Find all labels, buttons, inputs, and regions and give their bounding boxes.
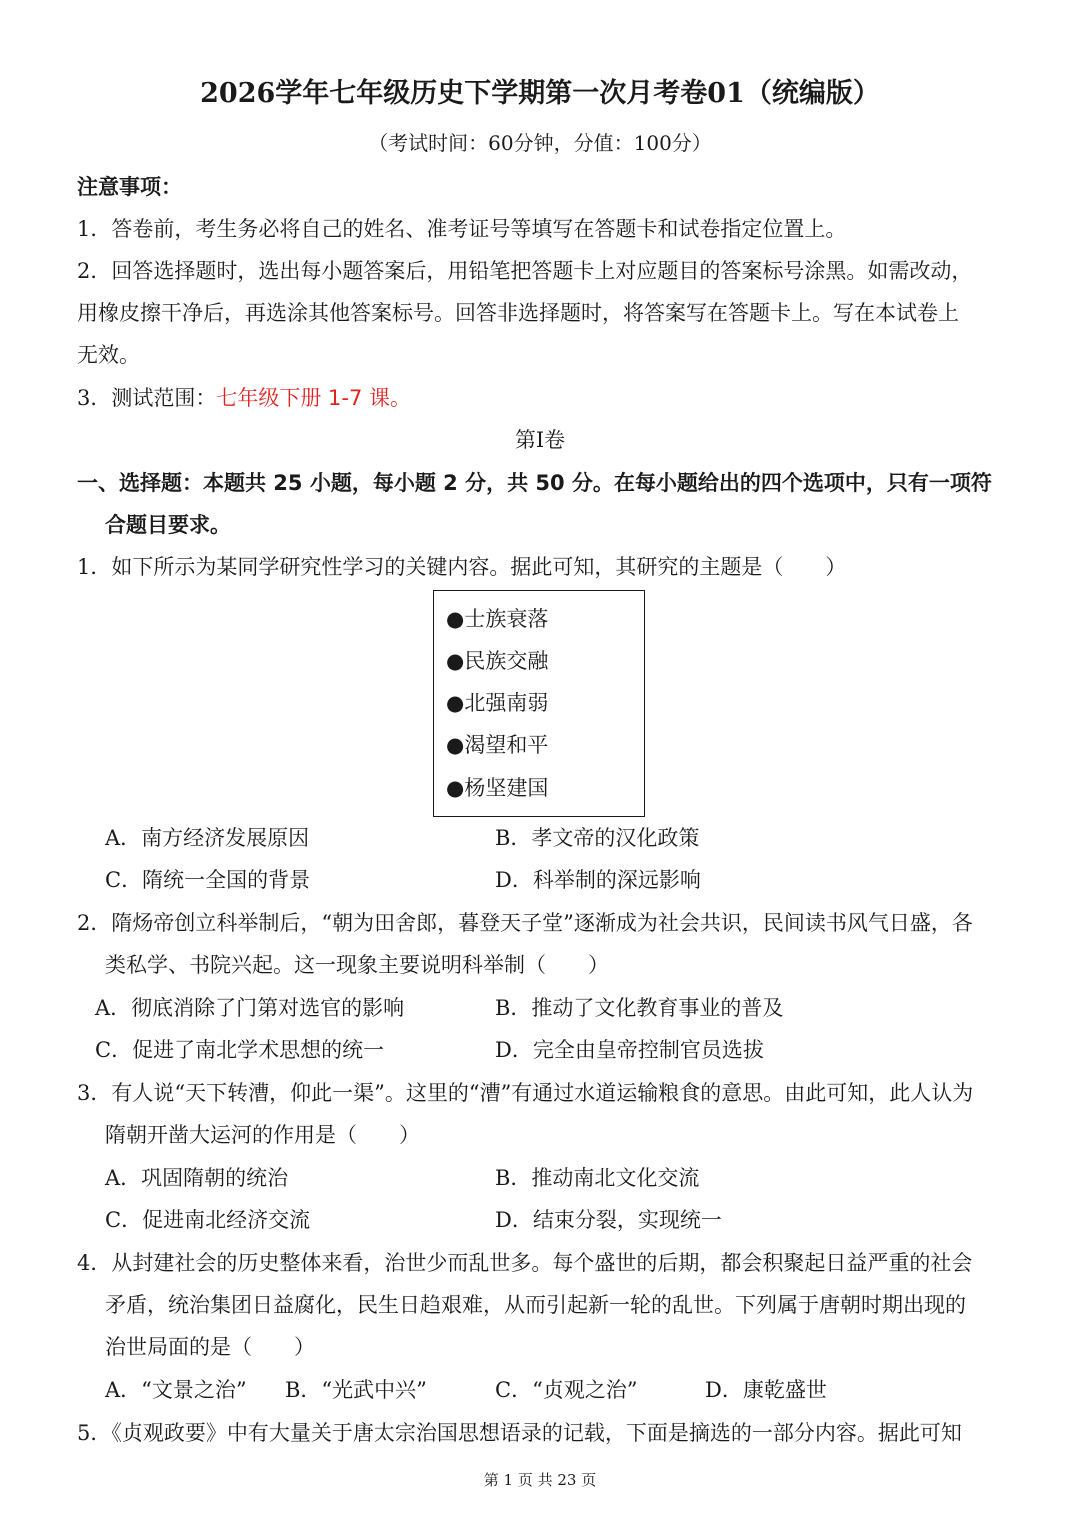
exam-title: 2026学年七年级历史下学期第一次月考卷01（统编版）: [200, 78, 880, 109]
q3-option-b: B．推动南北文化交流: [495, 1166, 700, 1190]
q1-box-item: ●杨坚建国: [446, 776, 549, 800]
q5-stem-line-1: 5．《贞观政要》中有大量关于唐太宗治国思想语录的记载，下面是摘选的一部分内容。据此可知: [77, 1421, 962, 1445]
q1-keyword-box: [433, 590, 645, 817]
q2-option-b: B．推动了文化教育事业的普及: [495, 996, 784, 1020]
q2-stem-line-2: 类私学、书院兴起。这一现象主要说明科举制（ ）: [105, 953, 609, 977]
notice-item-3: [77, 383, 411, 413]
exam-subtitle: （考试时间：60分钟，分值：100分）: [368, 131, 712, 155]
q1-box-item: ●北强南弱: [446, 691, 549, 715]
q1-box-item: ●民族交融: [446, 649, 549, 673]
q3-stem-line-2: 隋朝开凿大运河的作用是（ ）: [105, 1123, 420, 1147]
volume-heading: 第Ⅰ卷: [514, 428, 566, 452]
q1-option-b: B．孝文帝的汉化政策: [495, 826, 700, 850]
q1-stem: 1．如下所示为某同学研究性学习的关键内容。据此可知，其研究的主题是（ ）: [77, 555, 847, 579]
q3-option-d: D．结束分裂，实现统一: [495, 1208, 722, 1232]
q4-option-b: B．“光武中兴”: [285, 1378, 427, 1402]
section-1-heading-line-1: 一、选择题：本题共 25 小题，每小题 2 分，共 50 分。在每小题给出的四个选项中，只有一项符: [77, 471, 992, 495]
q4-stem-line-2: 矛盾，统治集团日益腐化，民生日趋艰难，从而引起新一轮的乱世。下列属于唐朝时期出现的: [105, 1293, 966, 1317]
q1-option-a: A．南方经济发展原因: [105, 826, 310, 850]
test-range: 七年级下册 1-7 课。: [216, 386, 412, 410]
q4-stem-line-1: 4．从封建社会的历史整体来看，治世少而乱世多。每个盛世的后期，都会积聚起日益严重的社会: [77, 1251, 973, 1275]
q1-box-item: ●渴望和平: [446, 733, 549, 757]
q2-option-d: D．完全由皇帝控制官员选拔: [495, 1038, 764, 1062]
notice-item-2-line-3: 无效。: [77, 343, 140, 367]
notice-item-1: 1．答卷前，考生务必将自己的姓名、准考证号等填写在答题卡和试卷指定位置上。: [77, 217, 847, 241]
q1-option-c: C．隋统一全国的背景: [105, 868, 311, 892]
q4-option-c: C．“贞观之治”: [495, 1378, 638, 1402]
q3-stem-line-1: 3．有人说“天下转漕，仰此一渠”。这里的“漕”有通过水道运输粮食的意思。由此可知，此人认为: [77, 1081, 974, 1105]
notice-item-2-line-2: 用橡皮擦干净后，再选涂其他答案标号。回答非选择题时，将答案写在答题卡上。写在本试卷上: [77, 301, 959, 325]
q2-option-c: C．促进了南北学术思想的统一: [95, 1038, 385, 1062]
q2-stem-line-1: 2．隋炀帝创立科举制后，“朝为田舍郎，暮登天子堂”逐渐成为社会共识，民间读书风气日盛，各: [77, 911, 973, 935]
q2-option-a: A．彻底消除了门第对选官的影响: [95, 996, 405, 1020]
q4-option-a: A．“文景之治”: [105, 1378, 247, 1402]
notice-heading: 注意事项：: [77, 175, 182, 199]
q4-stem-line-3: 治世局面的是（ ）: [105, 1335, 315, 1359]
q4-option-d: D．康乾盛世: [705, 1378, 827, 1402]
page-footer: 第 1 页 共 23 页: [483, 1471, 597, 1489]
notice-item-3-prefix: 3．测试范围：: [77, 386, 217, 410]
section-1-heading-line-2: 合题目要求。: [105, 513, 231, 537]
q3-option-c: C．促进南北经济交流: [105, 1208, 311, 1232]
q1-box-item: ●士族衰落: [446, 607, 549, 631]
notice-item-2-line-1: 2．回答选择题时，选出每小题答案后，用铅笔把答题卡上对应题目的答案标号涂黑。如需改动，: [77, 259, 973, 283]
q3-option-a: A．巩固隋朝的统治: [105, 1166, 289, 1190]
q1-option-d: D．科举制的深远影响: [495, 868, 701, 892]
